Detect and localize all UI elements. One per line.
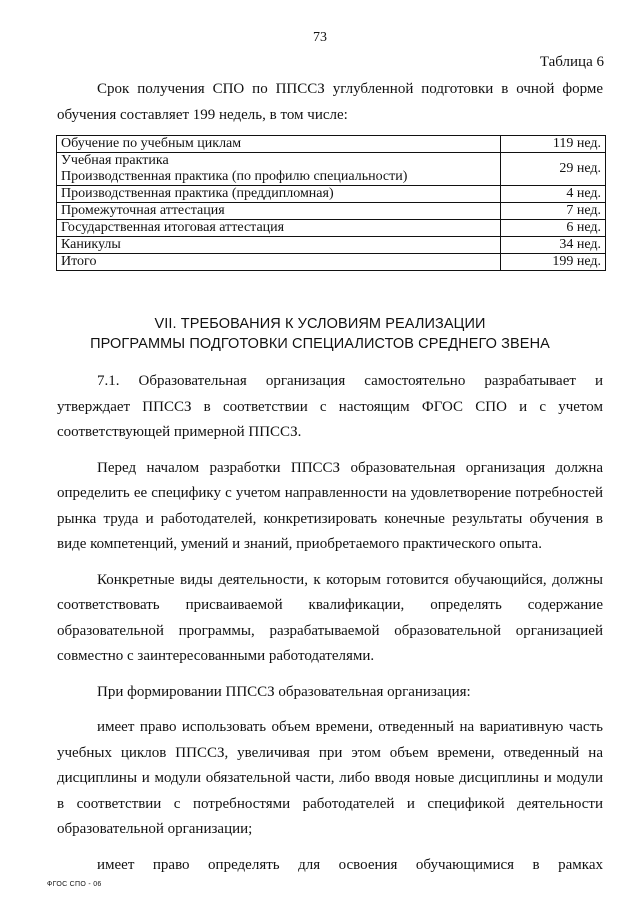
section-heading [0, 314, 640, 354]
table-cell-value: 6 нед. [501, 220, 606, 237]
table-cell-value: 119 нед. [501, 136, 606, 153]
table-cell-value: 34 нед. [501, 237, 606, 254]
table-row [57, 136, 606, 153]
section-heading-line: VII. ТРЕБОВАНИЯ К УСЛОВИЯМ РЕАЛИЗАЦИИ [154, 316, 486, 332]
table-cell-value: 4 нед. [501, 186, 606, 203]
table-row [57, 203, 606, 220]
table-cell-label: Производственная практика (по профилю специальности) [57, 169, 501, 186]
intro-paragraph: Срок получения СПО по ППССЗ углубленной подготовки в очной форме обучения составляет 199 недель, в том числе: [57, 81, 603, 123]
paragraph: имеет право использовать объем времени, отведенный на вариативную часть учебных циклов ППССЗ, увеличивая при этом объем времени, отведенный на дисциплины и модули обязательной части, либо вводя новые дисциплины и модули в соответствии с потребностями работодателей и спецификой деятельности образовательной организации; [57, 719, 603, 837]
table-cell-value: 29 нед. [501, 153, 606, 186]
section-heading-line: ПРОГРАММЫ ПОДГОТОВКИ СПЕЦИАЛИСТОВ СРЕДНЕГО ЗВЕНА [90, 336, 550, 352]
paragraph: имеет право определять для освоения обучающимися в рамках [97, 856, 603, 873]
page-number: 73 [313, 30, 327, 45]
table-cell-value: 199 нед. [501, 254, 606, 271]
table-cell-label: Промежуточная аттестация [57, 203, 501, 220]
table-cell-label: Государственная итоговая аттестация [57, 220, 501, 237]
table-row [57, 254, 606, 271]
table-row [57, 220, 606, 237]
table-cell-label: Производственная практика (преддипломная) [57, 186, 501, 203]
table-row [57, 153, 606, 170]
paragraph: 7.1. Образовательная организация самостоятельно разрабатывает и утверждает ППССЗ в соответствии с настоящим ФГОС СПО и с учетом соответствующей примерной ППССЗ. [57, 373, 603, 440]
table-cell-value: 7 нед. [501, 203, 606, 220]
footer-code: ФГОС СПО - 06 [47, 881, 102, 888]
table-cell-label: Обучение по учебным циклам [57, 136, 501, 153]
body-text [57, 369, 603, 878]
table-cell-label: Учебная практика [57, 153, 501, 170]
table-cell-label: Итого [57, 254, 501, 271]
study-hours-table [56, 135, 606, 271]
paragraph: При формировании ППССЗ образовательная организация: [97, 683, 471, 700]
paragraph: Перед началом разработки ППССЗ образовательная организация должна определить ее специфику с учетом направленности на удовлетворение потребностей рынка труда и работодателей, конкретизировать конечные результаты обучения в виде компетенций, умений и знаний, приобретаемого практического опыта. [57, 459, 603, 552]
table-row [57, 237, 606, 254]
table-row [57, 186, 606, 203]
table-cell-label: Каникулы [57, 237, 501, 254]
table-caption: Таблица 6 [539, 54, 604, 70]
paragraph: Конкретные виды деятельности, к которым готовится обучающийся, должны соответствовать присваиваемой квалификации, определять содержание образовательной программы, разрабатываемой образовательной организацией совместно с заинтересованными работодателями. [57, 571, 603, 664]
